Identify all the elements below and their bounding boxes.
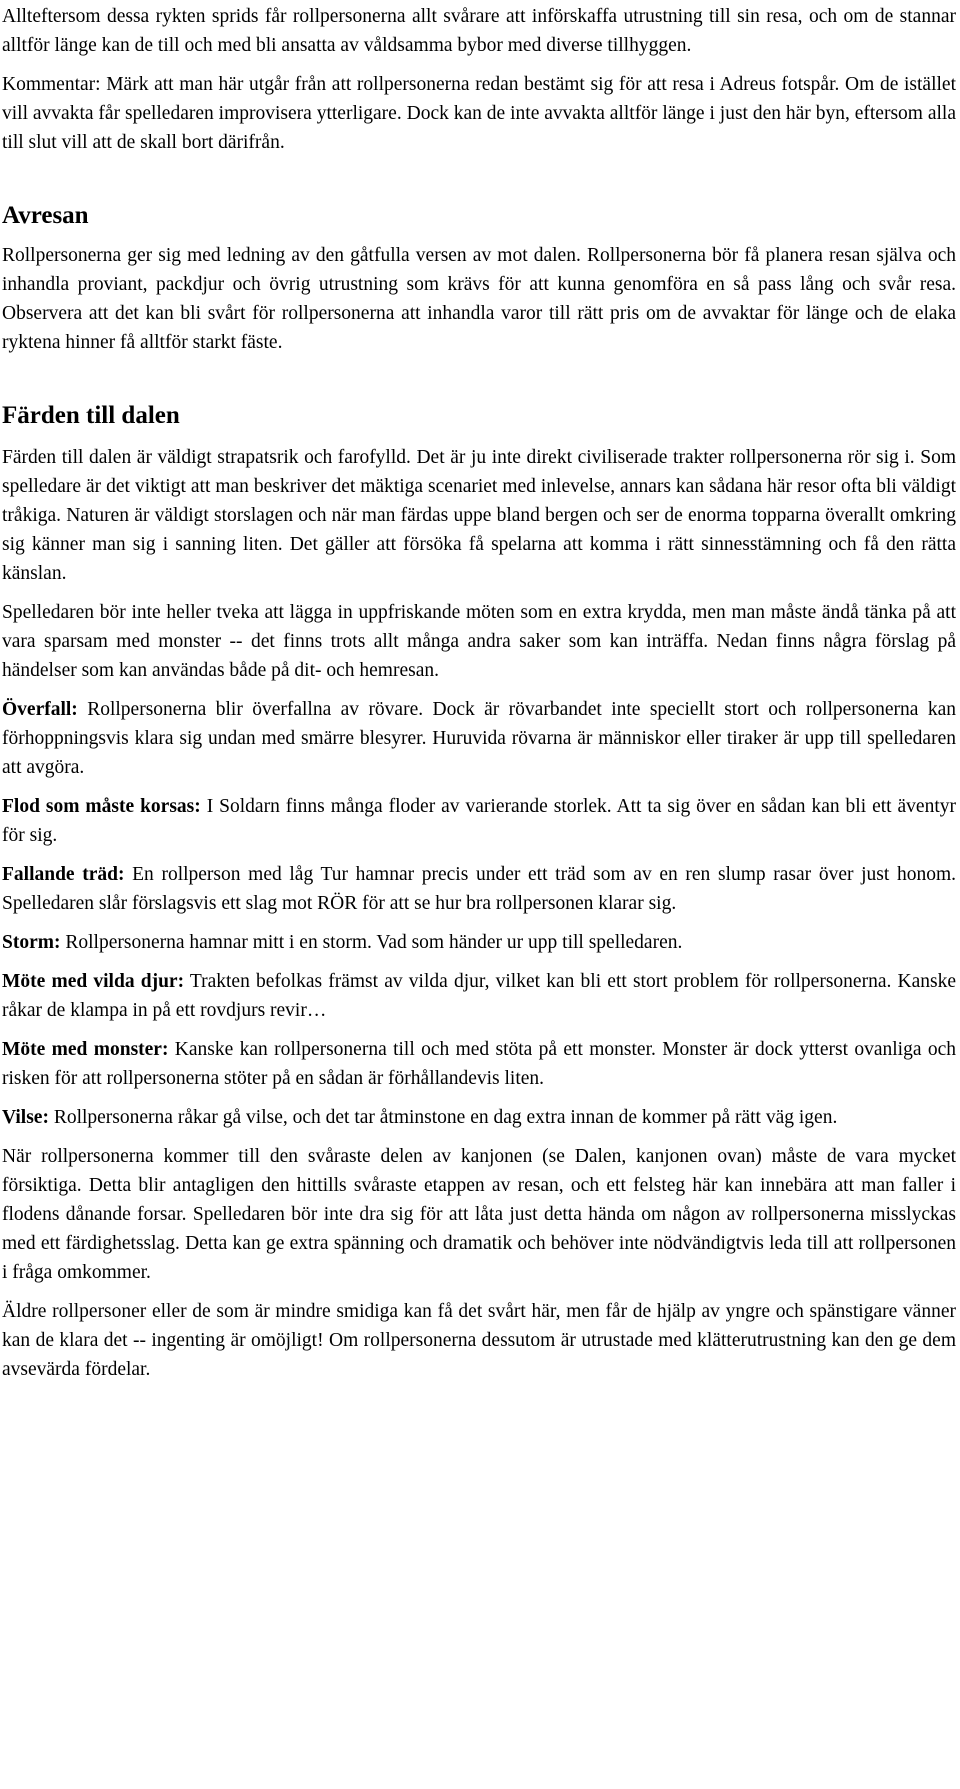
heading-farden-till-dalen: Färden till dalen xyxy=(2,402,180,429)
event-text: Rollpersonerna råkar gå vilse, och det tar åtminstone en dag extra innan de kommer på rätt väg igen. xyxy=(48,1107,838,1128)
intro-paragraph-1: Allteftersom dessa rykten sprids får rollpersonerna allt svårare att införskaffa utrustning till sin resa, och om de stannar alltför länge kan de till och med bli ansatta av våldsamma bybor med diverse tillhyggen. xyxy=(2,6,956,56)
farden-paragraph-3: När rollpersonerna kommer till den svåraste delen av kanjonen (se Dalen, kanjonen ovan) måste de vara mycket försiktiga. Detta blir antagligen den hittills svåraste etappen av resan, och ett felsteg här kan innebära att man faller i flodens dånande forsar. Spelledaren bör inte dra sig för att låta just detta hända om någon av rollpersonerna misslyckas med ett färdighetsslag. Detta kan ge extra spänning och dramatik och behöver inte nödvändigtvis leda till att rollpersonen i fråga omkommer. xyxy=(2,1146,956,1283)
event-text: Rollpersonerna blir överfallna av rövare. Dock är rövarbandet inte speciellt stort och rollpersonerna kan förhoppningsvis klara sig undan med smärre blesyrer. Huruvida rövarna är människor eller tiraker är upp till spelledaren att avgöra. xyxy=(2,699,956,778)
event-overfall xyxy=(2,695,956,782)
event-label: Vilse: xyxy=(2,1107,49,1128)
event-text: I Soldarn finns många floder av varierande storlek. Att ta sig över en sådan kan bli ett äventyr för sig. xyxy=(2,796,956,846)
event-label: Storm: xyxy=(2,932,61,953)
farden-paragraph-4: Äldre rollpersoner eller de som är mindre smidiga kan få det svårt här, men får de hjälp av yngre och spänstigare vänner kan de klara det -- ingenting är omöjligt! Om rollpersonerna dessutom är utrustade med klätterutrustning kan den ge dem avsevärda fördelar. xyxy=(2,1301,956,1380)
event-monster xyxy=(2,1035,956,1093)
event-label: Flod som måste korsas: xyxy=(2,796,201,817)
event-label: Överfall: xyxy=(2,699,78,720)
farden-paragraph-1: Färden till dalen är väldigt strapatsrik och farofylld. Det är ju inte direkt civiliserade trakter rollpersonerna rör sig i. Som spelledare är det viktigt att man beskriver det mäktiga scenariet med inlevelse, annars kan sådana här resor ofta bli väldigt tråkiga. Naturen är väldigt storslagen och när man färdas uppe bland bergen och ser de enorma topparna överallt omkring sig känner man sig i sanning liten. Det gäller att försöka få spelarna att komma i rätt sinnesstämning och få den rätta känslan. xyxy=(2,447,956,584)
event-label: Möte med vilda djur: xyxy=(2,971,185,992)
event-vilda-djur xyxy=(2,967,956,1025)
avresan-paragraph-1: Rollpersonerna ger sig med ledning av den gåtfulla versen av mot dalen. Rollpersonerna bör få planera resan själva och inhandla proviant, packdjur och övrig utrustning som krävs för att kunna genomföra en så pass lång och svår resa. Observera att det kan bli svårt för rollpersonerna att inhandla varor till rätt pris om de avvaktar för länge och de elaka ryktena hinner få alltför starkt fäste. xyxy=(2,245,956,353)
event-text: Rollpersonerna hamnar mitt i en storm. Vad som händer ur upp till spelledaren. xyxy=(60,932,683,953)
event-fallande-trad xyxy=(2,860,956,918)
event-text: Trakten befolkas främst av vilda djur, vilket kan bli ett stort problem för rollpersonerna. Kanske råkar de klampa in på ett rovdjurs revir… xyxy=(2,971,956,1021)
heading-avresan: Avresan xyxy=(2,202,89,229)
farden-paragraph-2: Spelledaren bör inte heller tveka att lägga in uppfriskande möten som en extra krydda, men man måste ändå tänka på att vara sparsam med monster -- det finns trots allt många andra saker som kan inträffa. Nedan finns några förslag på händelser som kan användas både på dit- och hemresan. xyxy=(2,602,956,681)
event-label: Fallande träd: xyxy=(2,864,125,885)
event-text: Kanske kan rollpersonerna till och med stöta på ett monster. Monster är dock ytterst ovanliga och risken för att rollpersonerna stöter på en sådan är förhållandevis liten. xyxy=(2,1039,956,1089)
event-label: Möte med monster: xyxy=(2,1039,169,1060)
event-vilse xyxy=(2,1103,956,1132)
event-flod xyxy=(2,792,956,850)
event-text: En rollperson med låg Tur hamnar precis under ett träd som av en ren slump rasar över just honom. Spelledaren slår förslagsvis ett slag mot RÖR för att se hur bra rollpersonen klarar sig. xyxy=(2,864,956,914)
event-storm xyxy=(2,928,956,957)
intro-paragraph-2: Kommentar: Märk att man här utgår från att rollpersonerna redan bestämt sig för att resa i Adreus fotspår. Om de istället vill avvakta får spelledaren improvisera ytterligare. Dock kan de inte avvakta alltför länge i just den här byn, eftersom alla till slut vill att de skall bort därifrån. xyxy=(2,74,956,153)
